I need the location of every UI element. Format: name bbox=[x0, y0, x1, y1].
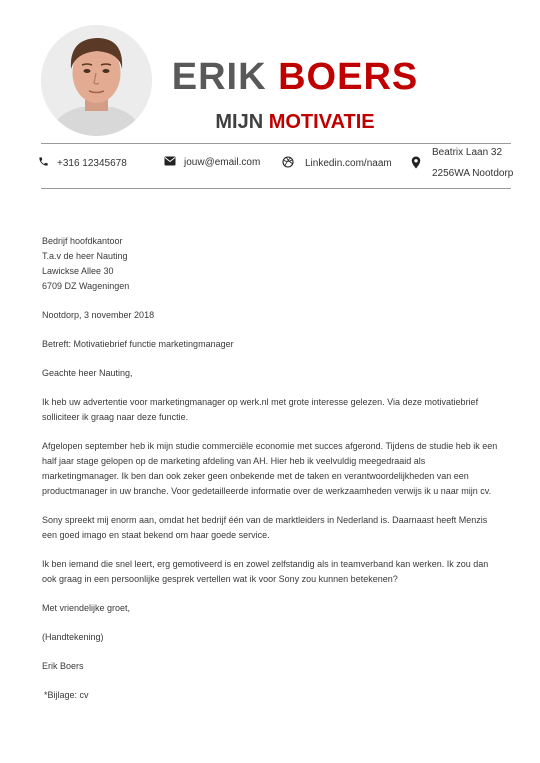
linkedin-url: Linkedin.com/naam bbox=[305, 158, 392, 169]
first-name: ERIK bbox=[171, 56, 267, 98]
phone-icon bbox=[38, 156, 49, 170]
letter-paragraph: Ik heb uw advertentie voor marketingmanager op werk.nl met grote interesse gelezen. Via deze motivatiebrief solliciteer ik graag naar deze functie. bbox=[42, 397, 479, 422]
contact-phone bbox=[38, 156, 127, 170]
subtitle-word-1: MIJN bbox=[215, 111, 264, 133]
envelope-icon bbox=[164, 156, 176, 169]
letter-body bbox=[42, 220, 502, 717]
address-line-2: 2256WA Nootdorp bbox=[432, 168, 514, 179]
address-line-1: Beatrix Laan 32 bbox=[432, 147, 503, 158]
map-pin-icon bbox=[411, 156, 421, 174]
recipient-line: T.a.v de heer Nauting bbox=[42, 251, 128, 261]
recipient-line: Lawickse Allee 30 bbox=[42, 266, 114, 276]
letter-attachment: *Bijlage: cv bbox=[44, 690, 89, 700]
letter-closing: Met vriendelijke groet, bbox=[42, 603, 131, 613]
document-subtitle bbox=[150, 110, 440, 134]
letter-subject: Betreft: Motivatiebrief functie marketingmanager bbox=[42, 339, 234, 349]
contact-linkedin bbox=[282, 156, 392, 171]
recipient-line: 6709 DZ Wageningen bbox=[42, 281, 130, 291]
letter-sender: Erik Boers bbox=[42, 661, 84, 671]
phone-number: +316 12345678 bbox=[57, 157, 127, 169]
letter-salutation: Geachte heer Nauting, bbox=[42, 368, 133, 378]
letter-date: Nootdorp, 3 november 2018 bbox=[42, 310, 155, 320]
letter-signature: (Handtekening) bbox=[42, 632, 104, 642]
letter-paragraph: Sony spreekt mij enorm aan, omdat het bedrijf één van de marktleiders in Nederland is. Daarnaast heeft Menzis een goed imago en staat bekend om haar goede service. bbox=[42, 515, 488, 540]
top-divider bbox=[41, 143, 511, 144]
name-heading bbox=[150, 55, 440, 99]
last-name: BOERS bbox=[278, 56, 419, 98]
letter-paragraph: Afgelopen september heb ik mijn studie commerciële economie met succes afgerond. Tijdens de studie heb ik een half jaar stage gelopen op de marketing afdeling van AH. Hier heb ik veelvuldig meegedraaid als marketingmanager. Ik ben dan ook zeker geen onbekende met de taken en verantwoordelijkheden van een productmanager in uw branche. Voor gedetailleerde informatie over de werkzaamheden verwijs ik u naar mijn cv. bbox=[42, 441, 498, 496]
bottom-divider bbox=[41, 188, 511, 189]
letter-paragraph: Ik ben iemand die snel leert, erg gemotiveerd is en zowel zelfstandig als in teamverband kan werken. Ik zou dan ook graag in een persoonlijke gesprek vertellen wat ik voor Sony zou kunnen betekenen? bbox=[42, 559, 489, 584]
contact-email bbox=[164, 156, 260, 169]
subtitle-word-2: MOTIVATIE bbox=[268, 111, 375, 133]
globe-icon bbox=[282, 156, 294, 171]
profile-photo bbox=[41, 25, 152, 136]
recipient-line: Bedrijf hoofdkantoor bbox=[42, 236, 123, 246]
email-address: jouw@email.com bbox=[184, 157, 261, 168]
